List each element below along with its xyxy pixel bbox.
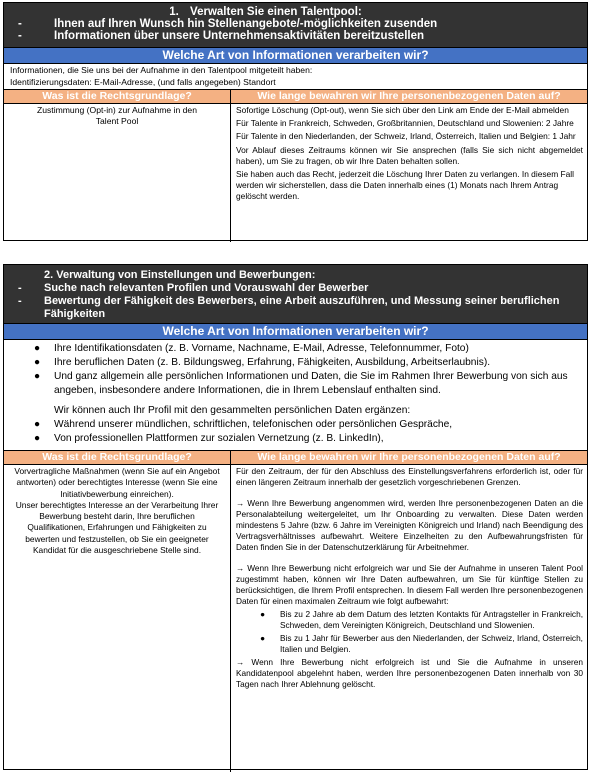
section2-retention-cell: Für den Zeitraum, der für den Abschluss des Einstellungsverfahrens erforderlich ist, oder für einen längeren Zeitraum innerhalb der gesetzlich vorgeschriebenen Grenzen. → Wenn Ihre Bewerbung angenommen wird, werden Ihre personenbezogenen Daten an die Personalabteilung weitergeleitet, um Ihr Onboarding zu verwalten. Diese Daten werden mindestens 5 Jahre (bzw. 6 Jahre im Vereinigten Königreich und Irland) nach Beendigung des Vertragsverhältnisses aufbewahrt. Weitere Einzelheiten zu den Aufbewahrungsfristen für Daten finden Sie in der Datenschutzerklärung für Arbeitnehmer. → Wenn Ihre Bewerbung nicht erfolgreich war und Sie der Aufnahme in unseren Talent Pool zugestimmt haben, können wir Ihre Daten aufbewahren, um Sie für künftige Stellen zu berücksichtigen, die Ihrem Profil entsprechen. In diesem Fall werden Ihre personenbezogenen Daten für einen maximalen Zeitraum wie folgt aufbewahrt: ● Bis zu 2 Jahre ab dem Datum des letzten Kontakts für Antragsteller in Frankreich, Schweden, dem Vereinigten Königreich, Deutschland und Slowenien. ● Bis zu 1 Jahr für Bewerber aus den Niederlanden, der Schweiz, Irland, Österreich, Italien und Belgien. → Wenn Ihre Bewerbung nicht erfolgreich ist und Sie die Aufnahme in unseren Kandidatenpool abgelehnt haben, werden Ihre personenbezogenen Daten innerhalb von 30 Tagen nach Ihrer Ablehnung gelöscht. — [236, 466, 583, 689]
list-item: ● Bis zu 2 Jahre ab dem Datum des letzten Kontakts für Antragsteller in Frankreich, Schweden, dem Vereinigten Königreich, Deutschland und Slowenien. — [260, 609, 583, 630]
section2-title: 2. Verwaltung von Einstellungen und Bewerbungen: — [44, 269, 316, 281]
talent-pool-table — [3, 2, 588, 241]
section1-legal-header: Was ist die Rechtsgrundlage? — [4, 90, 231, 103]
section1-info-header: Welche Art von Informationen verarbeiten wir? — [4, 47, 587, 64]
section1-info-text: Informationen, die Sie uns bei der Aufnahme in den Talentpool mitgeteilt haben: Identifizierungsdaten: E-Mail-Adresse, (und falls angegeben) Standort — [10, 65, 313, 87]
section2-info-text: ● Ihre Identifikationsdaten (z. B. Vorname, Nachname, E-Mail, Adresse, Telefonnummer, Foto) ● Ihre beruflichen Daten (z. B. Bildungsweg, Erfahrung, Fähigkeiten, Ausbildung, Arbeitserlaubnis). ● Und ganz allgemein alle persönlichen Informationen und Daten, die Sie im Rahmen Ihrer Bewerbung von sich aus angeben, insbesondere andere Informationen, die in Ihrem Lebenslauf enthalten sind. Wir können auch Ihr Profil mit den gesammelten persönlichen Daten ergänzen: ● Während unserer mündlichen, schriftlichen, telefonischen oder persönlichen Gespräche, ● Von professionellen Plattformen zur sozialen Vernetzung (z. B. LinkedIn), — [4, 340, 587, 450]
section2-bullets — [10, 282, 581, 321]
section2-header — [4, 265, 587, 323]
section1-title: Verwalten Sie einen Talentpool: — [190, 6, 362, 18]
section1-header — [4, 3, 587, 47]
list-item: - Suche nach relevanten Profilen und Vorauswahl der Bewerber — [18, 282, 369, 294]
list-item: ● Bis zu 1 Jahr für Bewerber aus den Niederlanden, der Schweiz, Irland, Österreich, Italien und Belgien. — [260, 633, 583, 654]
list-item: ● Von professionellen Plattformen zur sozialen Vernetzung (z. B. LinkedIn), — [34, 433, 384, 444]
section1-retention-header: Wie lange bewahren wir Ihre personenbezogenen Daten auf? — [231, 90, 587, 103]
section2-retention-header: Wie lange bewahren wir Ihre personenbezogenen Daten auf? — [231, 451, 587, 464]
section2-body-row — [4, 464, 587, 772]
section2-legal-header: Was ist die Rechtsgrundlage? — [4, 451, 231, 464]
list-item: ● Ihre Identifikationsdaten (z. B. Vorname, Nachname, E-Mail, Adresse, Telefonnummer, Foto) — [34, 343, 469, 354]
section1-retention-cell: Sofortige Löschung (Opt-out), wenn Sie sich über den Link am Ende der E-Mail abmelden Für Talente in Frankreich, Schweden, Großbritannien, Deutschland und Slowenien: 2 Jahre Für Talente in den Niederlanden, der Schweiz, Irland, Österreich, Italien und Belgien: 1 Jahr Vor Ablauf dieses Zeitraums können wir Sie ansprechen (falls Sie sich nicht abgemeldet haben), um Sie zu fragen, ob wir Ihre Daten behalten sollen. Sie haben auch das Recht, jederzeit die Löschung Ihrer Daten zu verlangen. In diesem Fall werden wir sicherstellen, dass die Daten innerhalb eines (1) Monats nach Ihrem Antrag gelöscht werden. — [236, 105, 583, 202]
list-item: - Bewertung der Fähigkeit des Bewerbers, eine Arbeit auszuführen, und Messung seiner beruflichen Fähigkeiten — [18, 295, 560, 320]
section2-info-header: Welche Art von Informationen verarbeiten wir? — [4, 323, 587, 340]
section1-legal-cell: Zustimmung (Opt-in) zur Aufnahme in den Talent Pool — [4, 104, 231, 242]
list-item: ● Ihre beruflichen Daten (z. B. Bildungsweg, Erfahrung, Fähigkeiten, Ausbildung, Arbeitserlaubnis). — [34, 357, 491, 368]
section2-legal-cell: Vorvertragliche Maßnahmen (wenn Sie auf ein Angebot antworten) oder berechtigtes Interesse (wenn Sie eine Initiativbewerbung einreichen). Unser berechtigtes Interesse an der Verarbeitung Ihrer Bewerbung besteht darin, Ihre beruflichen Qualifikationen, Erfahrungen und Fähigkeiten zu bewerten und festzustellen, ob Sie ein geeigneter Kandidat für die ausgeschriebene Stelle sind. — [4, 465, 231, 772]
list-item: ● Während unserer mündlichen, schriftlichen, telefonischen oder persönlichen Gespräche, — [34, 419, 453, 430]
list-item: - Informationen über unsere Unternehmensaktivitäten bereitzustellen — [18, 30, 424, 42]
section1-number: 1. — [169, 6, 179, 18]
list-item: - Ihnen auf Ihren Wunsch hin Stellenangebote/-möglichkeiten zusenden — [18, 18, 438, 30]
applications-table — [3, 264, 588, 770]
section1-body-row — [4, 103, 587, 242]
section1-headers-row — [4, 89, 587, 103]
section2-headers-row — [4, 450, 587, 464]
section1-bullets — [10, 18, 581, 42]
list-item: ● Und ganz allgemein alle persönlichen Informationen und Daten, die Sie im Rahmen Ihrer Bewerbung von sich aus angeben, insbesondere andere Informationen, die in Ihrem Lebenslauf enthalten sind. — [34, 371, 568, 396]
